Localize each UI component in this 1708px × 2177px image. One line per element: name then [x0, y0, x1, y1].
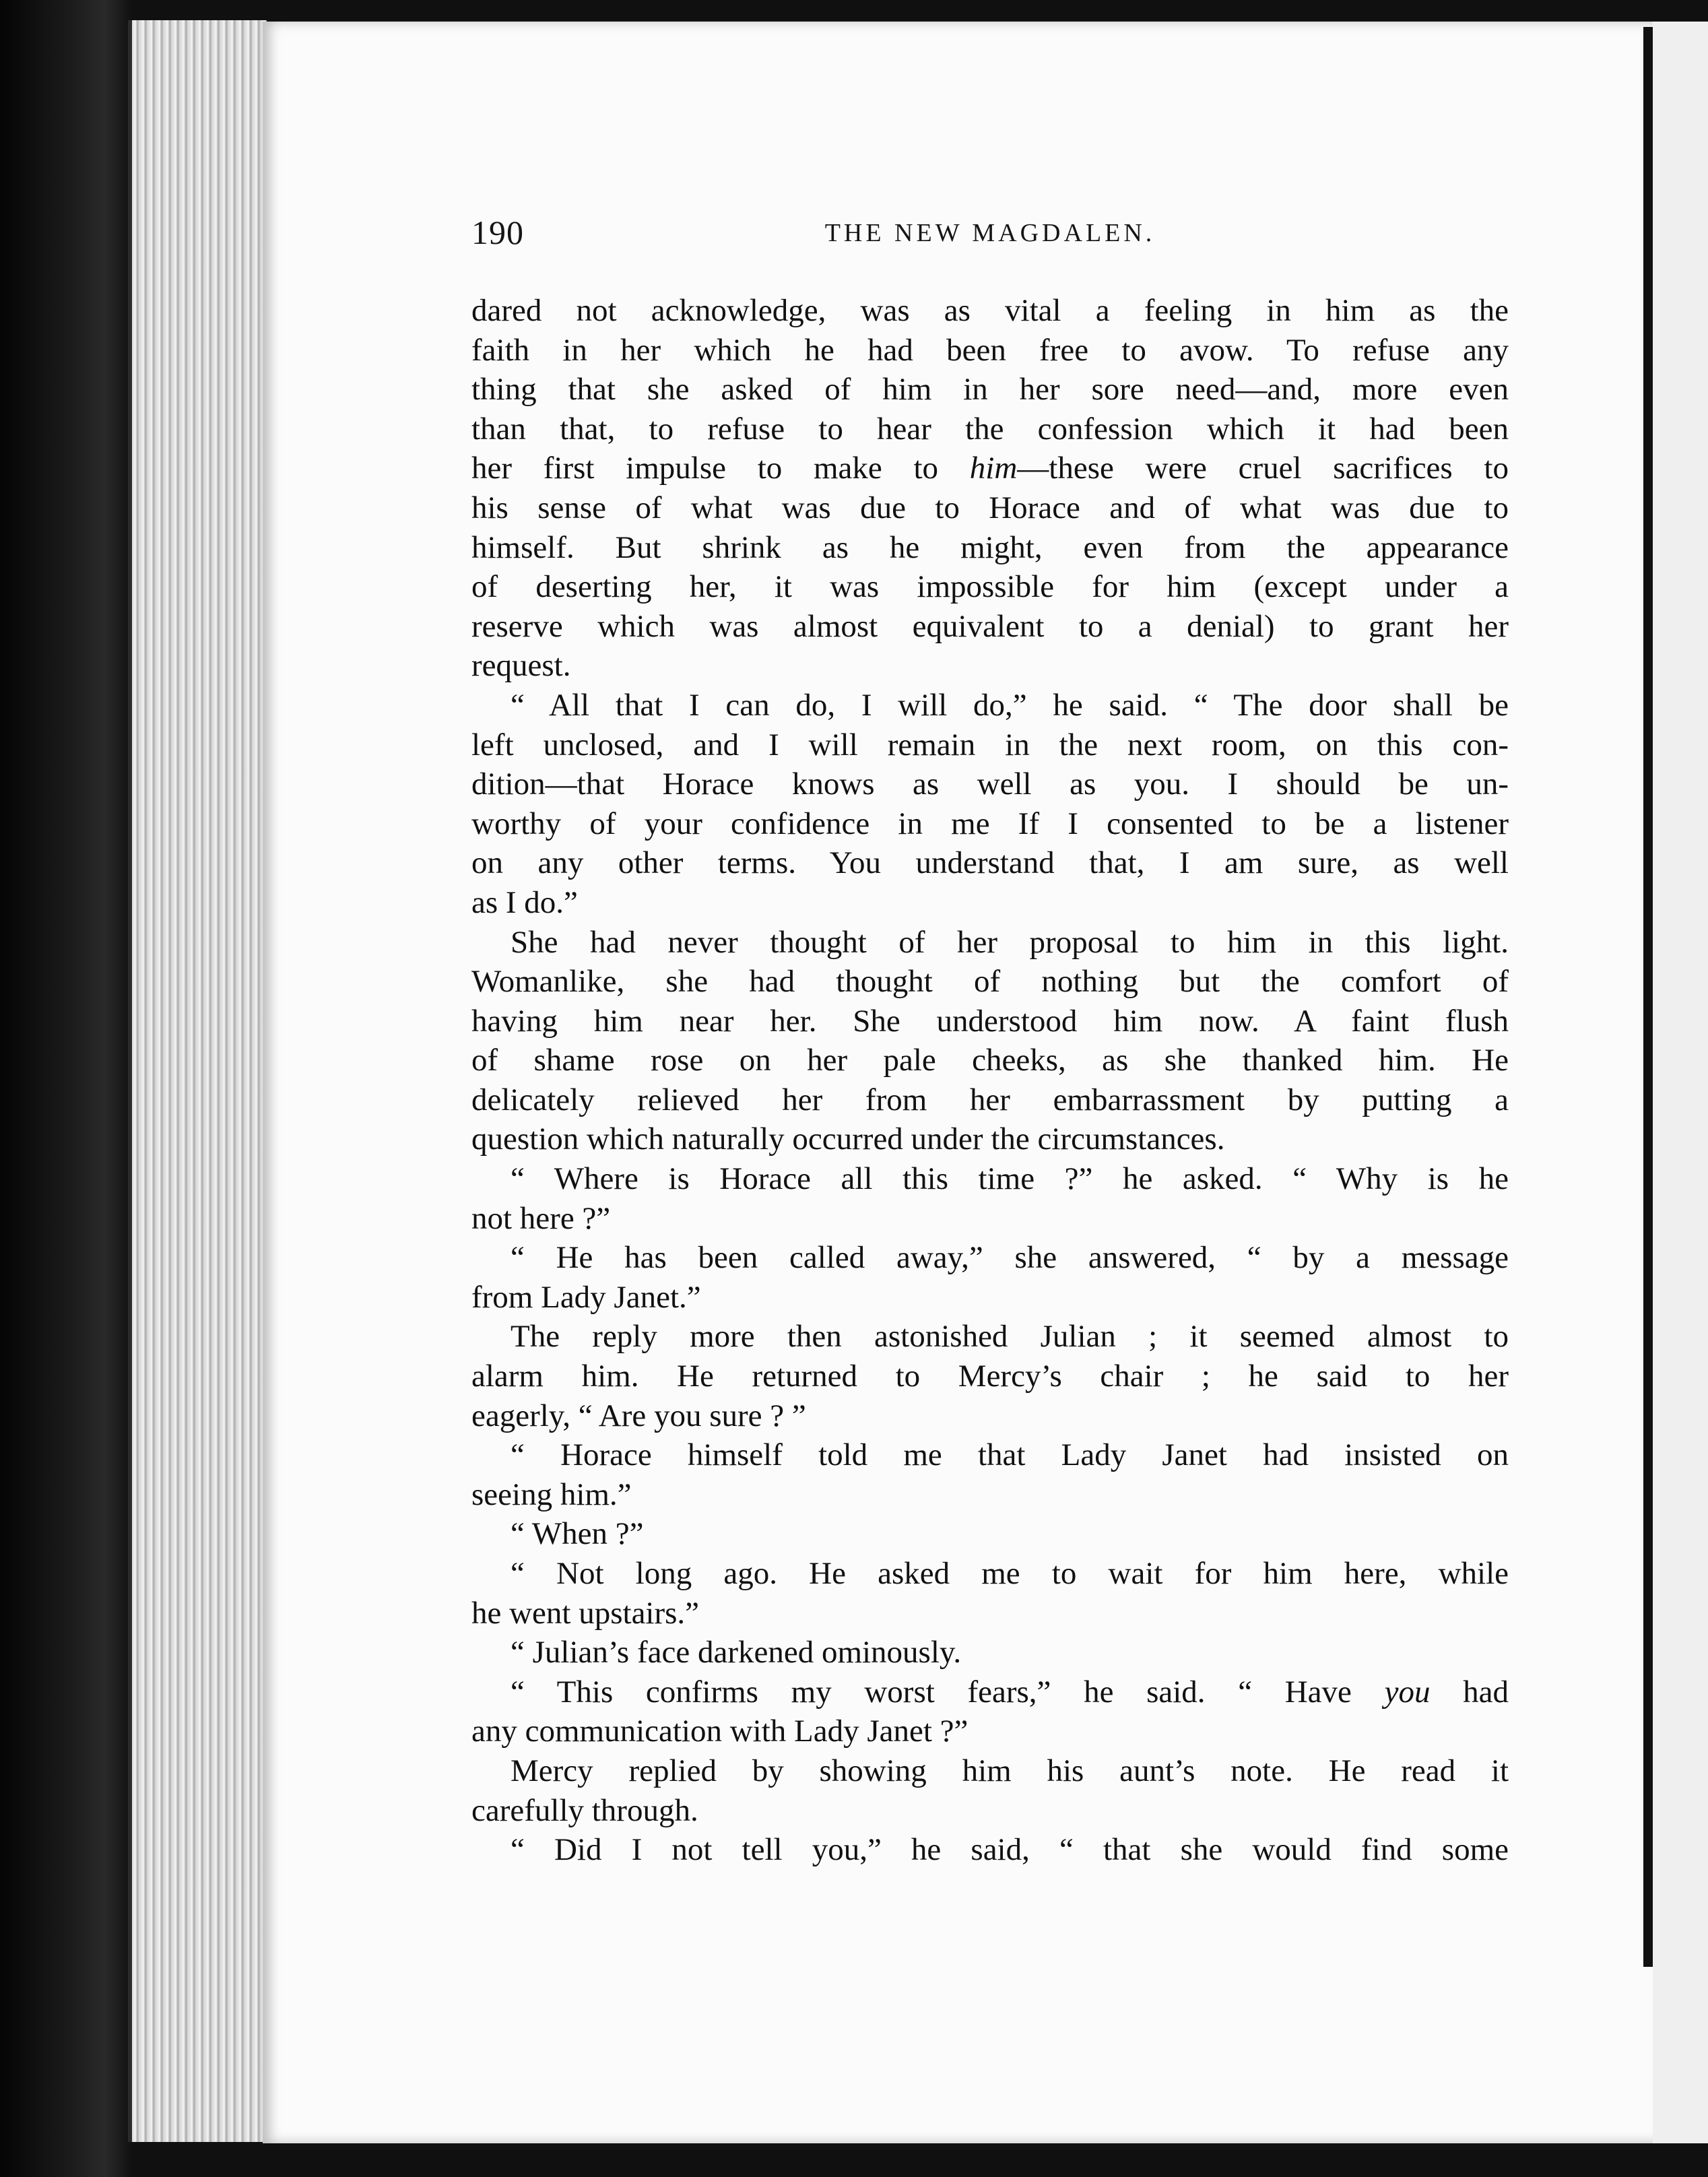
- text-line: question which naturally occurred under the circumstances.: [471, 1122, 1225, 1157]
- text-line: he went upstairs.”: [471, 1595, 700, 1631]
- text-line: “ All that I can do, I will do,” he said. “ The door shall be: [511, 687, 1509, 723]
- text-line: than that, to refuse to hear the confession which it had been: [471, 411, 1509, 447]
- text-line: “ Where is Horace all this time ?” he asked. “ Why is he: [511, 1161, 1509, 1197]
- text-line: eagerly, “ Are you sure ? ”: [471, 1398, 806, 1433]
- text-line: faith in her which he had been free to avow. To refuse any: [471, 332, 1509, 368]
- text-line: left unclosed, and I will remain in the next room, on this con-: [471, 727, 1509, 762]
- text-line: worthy of your confidence in me If I consented to be a listener: [471, 806, 1509, 841]
- text-line: dared not acknowledge, was as vital a feeling in him as the: [471, 293, 1509, 328]
- text-line: “ He has been called away,” she answered, “ by a message: [511, 1240, 1509, 1276]
- text-line: carefully through.: [471, 1792, 698, 1828]
- text-line: Mercy replied by showing him his aunt’s note. He read it: [511, 1753, 1509, 1788]
- emphasis-word: you: [1384, 1674, 1431, 1710]
- text-line: “ Did I not tell you,” he said, “ that she would find some: [511, 1832, 1509, 1868]
- text-line: “ Julian’s face darkened ominously.: [511, 1635, 962, 1670]
- text-line: She had never thought of her proposal to him in this light.: [511, 924, 1509, 960]
- page-edges: [128, 20, 267, 2142]
- running-title: THE NEW MAGDALEN.: [824, 219, 1156, 247]
- text-line: “ When ?”: [511, 1516, 644, 1552]
- text-line: “ Not long ago. He asked me to wait for him here, while: [511, 1556, 1509, 1591]
- text-line: “ This confirms my worst fears,” he said. “ Have you had: [511, 1674, 1509, 1710]
- text-line: on any other terms. You understand that, I am sure, as well: [471, 845, 1509, 881]
- text-line: reserve which was almost equivalent to a denial) to grant her: [471, 608, 1509, 644]
- text-line: “ Horace himself told me that Lady Janet had insisted on: [511, 1437, 1509, 1473]
- emphasis-word: him: [969, 451, 1018, 486]
- book-spine: [0, 0, 131, 2177]
- text-line: of deserting her, it was impossible for him (except under a: [471, 569, 1509, 605]
- facing-page-edge: [1653, 22, 1708, 2143]
- text-line: thing that she asked of him in her sore need—and, more even: [471, 372, 1509, 408]
- text-line: request.: [471, 648, 571, 684]
- running-head: [471, 213, 1509, 253]
- text-line: dition—that Horace knows as well as you. I should be un-: [471, 767, 1509, 802]
- gutter-shadow: [1643, 27, 1653, 1967]
- text-line: seeing him.”: [471, 1476, 632, 1512]
- text-line: not here ?”: [471, 1200, 611, 1236]
- text-line: alarm him. He returned to Mercy’s chair ; he said to her: [471, 1359, 1509, 1394]
- text-line: The reply more then astonished Julian ; it seemed almost to: [511, 1319, 1509, 1355]
- body-text: [471, 291, 1509, 1870]
- text-line: from Lady Janet.”: [471, 1279, 701, 1315]
- text-line: any communication with Lady Janet ?”: [471, 1714, 968, 1749]
- page-number: 190: [471, 214, 524, 251]
- text-line: himself. But shrink as he might, even from the appearance: [471, 529, 1509, 565]
- text-line: delicately relieved her from her embarrassment by putting a: [471, 1082, 1509, 1117]
- text-line: as I do.”: [471, 884, 578, 920]
- text-line: her first impulse to make to him—these were cruel sacrifices to: [471, 451, 1509, 486]
- text-line: his sense of what was due to Horace and of what was due to: [471, 490, 1509, 525]
- text-line: of shame rose on her pale cheeks, as she thanked him. He: [471, 1043, 1509, 1078]
- text-line: having him near her. She understood him now. A faint flush: [471, 1003, 1509, 1039]
- text-line: Womanlike, she had thought of nothing but the comfort of: [471, 964, 1509, 1000]
